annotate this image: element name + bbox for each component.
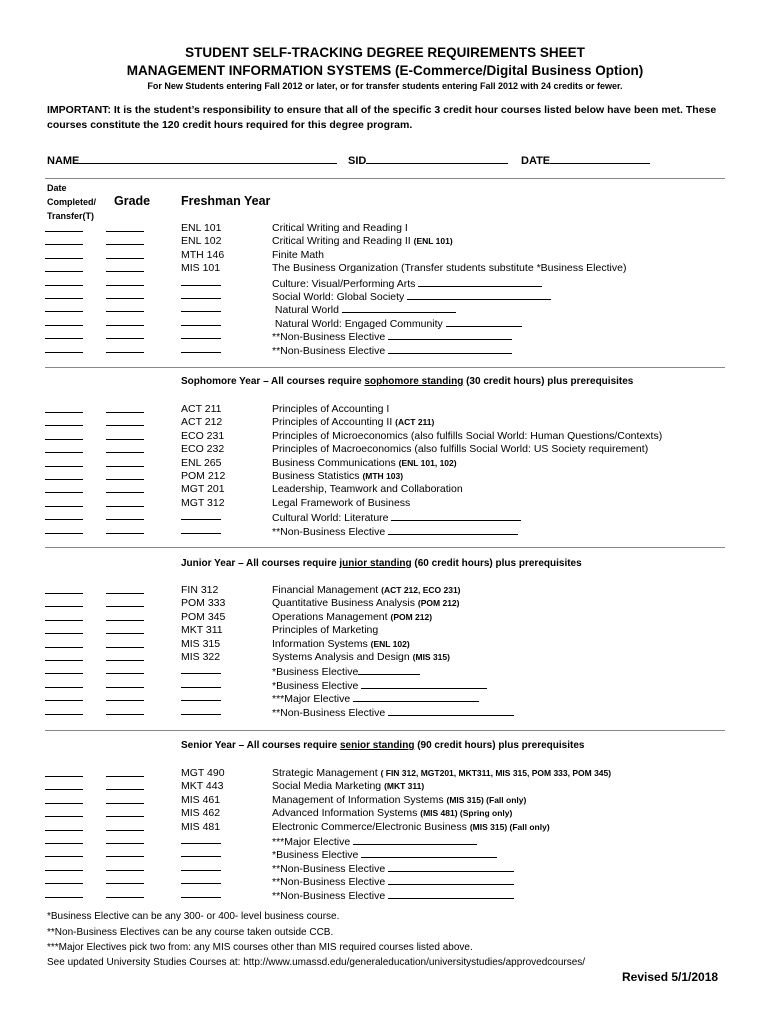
grade-blank[interactable] [106, 776, 144, 777]
date-completed-blank[interactable] [45, 311, 83, 312]
elective-name-blank[interactable] [388, 329, 512, 340]
course-description: **Non-Business Elective [272, 861, 514, 875]
date-completed-blank[interactable] [45, 789, 83, 790]
date-completed-blank[interactable] [45, 870, 83, 871]
course-description: **Non-Business Elective [272, 888, 514, 902]
course-description: Finite Math [272, 248, 324, 261]
date-completed-blank[interactable] [45, 673, 83, 674]
course-row [0, 638, 770, 651]
course-code: MIS 462 [181, 807, 221, 820]
date-label: DATE [521, 155, 551, 167]
course-row [0, 249, 770, 262]
date-completed-blank[interactable] [45, 700, 83, 701]
grade-blank[interactable] [106, 856, 144, 857]
grade-blank[interactable] [106, 700, 144, 701]
grade-blank[interactable] [106, 285, 144, 286]
sid-label: SID [348, 155, 367, 167]
course-code: ACT 212 [181, 416, 223, 429]
course-description: Principles of Macroeconomics (also fulfills Social World: US Society requirement) [272, 443, 649, 456]
divider [45, 547, 725, 548]
date-completed-blank[interactable] [45, 352, 83, 353]
junior-year-heading: Junior Year – All courses require junior standing (60 credit hours) plus prerequisites [181, 558, 582, 569]
course-code: MKT 443 [181, 780, 224, 793]
grade-blank[interactable] [106, 816, 144, 817]
course-description: Principles of Accounting I [272, 403, 390, 415]
course-row [0, 262, 770, 275]
course-row [0, 316, 770, 329]
course-code: FIN 312 [181, 584, 219, 596]
course-code-blank[interactable] [181, 870, 221, 871]
course-code-blank[interactable] [181, 298, 221, 299]
date-completed-blank[interactable] [45, 519, 83, 520]
course-description: Advanced Information Systems (MIS 481) (Spring only) [272, 807, 513, 820]
date-completed-blank[interactable] [45, 843, 83, 844]
course-description: ***Major Elective [272, 834, 477, 848]
course-code: MIS 101 [181, 262, 221, 275]
course-row [0, 470, 770, 483]
divider [45, 178, 725, 179]
freshman-year-heading: Freshman Year [181, 194, 271, 208]
date-completed-blank[interactable] [45, 830, 83, 831]
prerequisite: (POM 212) [390, 611, 433, 622]
course-code-blank[interactable] [181, 519, 221, 520]
elective-name-blank[interactable] [388, 343, 512, 354]
grade-blank[interactable] [106, 466, 144, 467]
course-row [0, 847, 770, 860]
grade-blank[interactable] [106, 479, 144, 480]
elective-name-blank[interactable] [358, 664, 420, 675]
prerequisite: (MKT 311) [384, 781, 425, 792]
prerequisite: (POM 212) [417, 598, 460, 609]
elective-name-blank[interactable] [446, 316, 522, 327]
course-row [0, 416, 770, 429]
course-row [0, 888, 770, 901]
course-code-blank[interactable] [181, 352, 221, 353]
grade-blank[interactable] [106, 533, 144, 534]
course-row [0, 403, 770, 416]
course-code: ENL 265 [181, 456, 222, 469]
grade-blank[interactable] [106, 870, 144, 871]
date-field[interactable] [521, 151, 650, 167]
grade-blank[interactable] [106, 492, 144, 493]
course-description: ***Major Elective [272, 691, 479, 705]
course-row [0, 611, 770, 624]
course-row [0, 834, 770, 847]
date-completed-blank[interactable] [45, 533, 83, 534]
course-row [0, 343, 770, 356]
date-completed-blank[interactable] [45, 271, 83, 272]
grade-blank[interactable] [106, 271, 144, 272]
grade-blank[interactable] [106, 687, 144, 688]
course-description: Business Communications (ENL 101, 102) [272, 456, 457, 469]
course-code-blank[interactable] [181, 338, 221, 339]
course-row [0, 678, 770, 691]
course-description: The Business Organization (Transfer students substitute *Business Elective) [272, 262, 627, 275]
elective-name-blank[interactable] [353, 834, 477, 845]
course-code: ENL 101 [181, 222, 222, 234]
date-completed-blank[interactable] [45, 506, 83, 507]
course-code: ACT 211 [181, 403, 222, 415]
course-row [0, 235, 770, 248]
prerequisite: (MIS 315) (Fall only) [446, 794, 527, 805]
date-completed-blank[interactable] [45, 466, 83, 467]
date-completed-blank[interactable] [45, 776, 83, 777]
date-completed-blank[interactable] [45, 620, 83, 621]
date-completed-blank[interactable] [45, 479, 83, 480]
course-code: MGT 490 [181, 767, 225, 779]
course-description: **Non-Business Elective [272, 524, 518, 538]
date-completed-blank[interactable] [45, 687, 83, 688]
sid-input-line[interactable] [366, 151, 508, 164]
grade-blank[interactable] [106, 803, 144, 804]
grade-blank[interactable] [106, 425, 144, 426]
date-completed-blank[interactable] [45, 338, 83, 339]
course-row [0, 767, 770, 780]
course-code-blank[interactable] [181, 533, 221, 534]
course-code: MTH 146 [181, 248, 225, 261]
grade-column-header: Grade [114, 194, 151, 208]
date-completed-blank[interactable] [45, 231, 83, 232]
grade-blank[interactable] [106, 412, 144, 413]
footnote-business-elective: *Business Elective can be any 300- or 400- level business course. [47, 911, 340, 922]
date-completed-blank[interactable] [45, 593, 83, 594]
course-code-blank[interactable] [181, 714, 221, 715]
course-code: MIS 481 [181, 820, 221, 833]
course-description: Information Systems (ENL 102) [272, 637, 410, 650]
grade-blank[interactable] [106, 506, 144, 507]
course-row [0, 276, 770, 289]
course-code: MGT 201 [181, 483, 225, 496]
course-code-blank[interactable] [181, 285, 221, 286]
course-code: MIS 461 [181, 793, 221, 806]
course-description: Financial Management (ACT 212, ECO 231) [272, 584, 461, 596]
course-row [0, 289, 770, 302]
course-code-blank[interactable] [181, 687, 221, 688]
date-completed-blank[interactable] [45, 883, 83, 884]
date-completed-blank[interactable] [45, 856, 83, 857]
course-description: Strategic Management ( FIN 312, MGT201, MKT311, MIS 315, POM 333, POM 345) [272, 767, 612, 779]
course-code: MIS 315 [181, 637, 221, 650]
date-completed-blank[interactable] [45, 606, 83, 607]
revised-date: Revised 5/1/2018 [622, 970, 719, 984]
elective-name-blank[interactable] [388, 874, 514, 885]
grade-blank[interactable] [106, 298, 144, 299]
course-code: MGT 312 [181, 496, 225, 509]
grade-blank[interactable] [106, 606, 144, 607]
course-description: Social World: Global Society [272, 289, 551, 303]
course-row [0, 497, 770, 510]
course-description: *Business Elective [272, 847, 497, 861]
grade-blank[interactable] [106, 897, 144, 898]
course-code-blank[interactable] [181, 311, 221, 312]
course-row [0, 302, 770, 315]
course-description: *Business Elective [272, 664, 420, 678]
elective-name-blank[interactable] [353, 691, 479, 702]
elective-name-blank[interactable] [388, 888, 514, 899]
course-code: MKT 311 [181, 624, 223, 637]
program-title: MANAGEMENT INFORMATION SYSTEMS (E-Commerce/Digital Business Option) [126, 63, 644, 78]
prerequisite: (ACT 212, ECO 231) [381, 585, 461, 595]
course-code: POM 333 [181, 597, 226, 610]
course-code-blank[interactable] [181, 843, 221, 844]
date-completed-blank[interactable] [45, 439, 83, 440]
prerequisite: (ACT 211) [395, 417, 435, 428]
divider [45, 730, 725, 731]
course-row [0, 483, 770, 496]
sophomore-year-heading: Sophomore Year – All courses require sophomore standing (30 credit hours) plus prerequisites [181, 376, 634, 387]
prerequisite: (ENL 101, 102) [398, 457, 457, 468]
grade-blank[interactable] [106, 673, 144, 674]
date-completed-blank[interactable] [45, 714, 83, 715]
date-completed-blank[interactable] [45, 425, 83, 426]
grade-blank[interactable] [106, 452, 144, 453]
date-completed-blank[interactable] [45, 244, 83, 245]
prerequisite: (ENL 101) [413, 236, 453, 247]
course-code: POM 212 [181, 470, 226, 482]
date-input-line[interactable] [550, 151, 650, 164]
footnote-major-elective: ***Major Electives pick two from: any MIS courses other than MIS required courses listed above. [47, 942, 473, 953]
elective-name-blank[interactable] [361, 847, 497, 858]
grade-blank[interactable] [106, 789, 144, 790]
grade-blank[interactable] [106, 647, 144, 648]
elective-name-blank[interactable] [388, 705, 514, 716]
date-completed-blank[interactable] [45, 816, 83, 817]
course-row [0, 443, 770, 456]
course-description: Leadership, Teamwork and Collaboration [272, 483, 463, 496]
course-code: ECO 231 [181, 429, 225, 442]
elective-name-blank[interactable] [407, 289, 551, 300]
date-completed-blank[interactable] [45, 285, 83, 286]
course-description: Critical Writing and Reading II (ENL 101) [272, 235, 453, 248]
course-row [0, 821, 770, 834]
date-completed-blank[interactable] [45, 647, 83, 648]
course-row [0, 664, 770, 677]
prerequisite: (ENL 102) [370, 638, 410, 649]
senior-year-heading: Senior Year – All courses require senior standing (90 credit hours) plus prerequisites [181, 740, 585, 751]
elective-name-blank[interactable] [388, 524, 518, 535]
name-field[interactable] [47, 151, 337, 167]
divider [45, 367, 725, 368]
course-description: Principles of Microeconomics (also fulfills Social World: Human Questions/Contexts) [272, 429, 663, 442]
course-description: **Non-Business Elective [272, 874, 514, 888]
course-row [0, 807, 770, 820]
grade-blank[interactable] [106, 830, 144, 831]
date-completed-blank[interactable] [45, 492, 83, 493]
grade-blank[interactable] [106, 311, 144, 312]
course-description: **Non-Business Elective [272, 343, 512, 357]
grade-blank[interactable] [106, 325, 144, 326]
date-completed-blank[interactable] [45, 258, 83, 259]
course-description: Electronic Commerce/Electronic Business (MIS 315) (Fall only) [272, 820, 550, 833]
prerequisite: (MIS 315) [412, 652, 450, 662]
course-row [0, 705, 770, 718]
grade-blank[interactable] [106, 843, 144, 844]
date-completed-blank[interactable] [45, 412, 83, 413]
course-description: Natural World [272, 302, 456, 316]
date-completed-blank[interactable] [45, 660, 83, 661]
elective-name-blank[interactable] [388, 861, 514, 872]
date-completed-blank[interactable] [45, 325, 83, 326]
prerequisite: ( FIN 312, MGT201, MKT311, MIS 315, POM 333, POM 345) [380, 768, 612, 778]
course-code: POM 345 [181, 610, 226, 623]
grade-blank[interactable] [106, 258, 144, 259]
course-row [0, 584, 770, 597]
date-completed-blank[interactable] [45, 803, 83, 804]
course-row [0, 780, 770, 793]
course-code-blank[interactable] [181, 883, 221, 884]
course-row [0, 861, 770, 874]
course-row [0, 874, 770, 887]
footnote-university-studies: See updated University Studies Courses at: http://www.umassd.edu/generaleducation/universitystudies/approvedcourses/ [47, 957, 586, 968]
course-row [0, 510, 770, 523]
grade-blank[interactable] [106, 231, 144, 232]
name-label: NAME [47, 155, 80, 167]
elective-name-blank[interactable] [361, 678, 487, 689]
prerequisite: (MIS 315) (Fall only) [469, 821, 550, 832]
grade-blank[interactable] [106, 620, 144, 621]
elective-name-blank[interactable] [418, 276, 542, 287]
page-title: STUDENT SELF-TRACKING DEGREE REQUIREMENTS SHEET [185, 45, 585, 60]
course-row [0, 524, 770, 537]
course-description: Systems Analysis and Design (MIS 315) [272, 651, 450, 663]
course-description: **Non-Business Elective [272, 705, 514, 719]
course-description: Principles of Accounting II (ACT 211) [272, 416, 435, 429]
course-description: Operations Management (POM 212) [272, 610, 433, 623]
date-completed-blank[interactable] [45, 897, 83, 898]
elective-name-blank[interactable] [342, 302, 456, 313]
course-code-blank[interactable] [181, 897, 221, 898]
course-row [0, 691, 770, 704]
course-description: Legal Framework of Business [272, 496, 411, 509]
grade-blank[interactable] [106, 352, 144, 353]
course-row [0, 457, 770, 470]
course-row [0, 794, 770, 807]
grade-blank[interactable] [106, 593, 144, 594]
sid-field[interactable] [348, 151, 508, 167]
grade-blank[interactable] [106, 338, 144, 339]
course-description: **Non-Business Elective [272, 329, 512, 343]
grade-blank[interactable] [106, 519, 144, 520]
grade-blank[interactable] [106, 244, 144, 245]
grade-blank[interactable] [106, 633, 144, 634]
course-description: Management of Information Systems (MIS 315) (Fall only) [272, 793, 527, 806]
prerequisite: (MTH 103) [362, 471, 404, 481]
course-row [0, 597, 770, 610]
date-completed-blank[interactable] [45, 633, 83, 634]
course-row [0, 651, 770, 664]
course-description: *Business Elective [272, 678, 487, 692]
course-row [0, 222, 770, 235]
grade-blank[interactable] [106, 660, 144, 661]
date-completed-blank[interactable] [45, 298, 83, 299]
course-row [0, 624, 770, 637]
eligibility-note: For New Students entering Fall 2012 or later, or for transfer students entering Fall 2012 with 24 credits or fewer. [147, 81, 623, 91]
footnote-non-business-elective: **Non-Business Electives can be any course taken outside CCB. [47, 927, 334, 938]
course-description: Cultural World: Literature [272, 510, 521, 524]
course-code-blank[interactable] [181, 856, 221, 857]
course-code: ECO 232 [181, 443, 225, 456]
important-notice: IMPORTANT: It is the student’s responsibility to ensure that all of the specific 3 credit hour courses listed below have been met. These courses constitute the 120 credit hours required for this degree program. [47, 104, 717, 131]
course-description: Business Statistics (MTH 103) [272, 470, 404, 482]
elective-name-blank[interactable] [391, 510, 521, 521]
course-description: Principles of Marketing [272, 624, 379, 637]
prerequisite: (MIS 481) (Spring only) [420, 808, 513, 819]
course-code: MIS 322 [181, 651, 221, 663]
course-code-blank[interactable] [181, 700, 221, 701]
course-code-blank[interactable] [181, 673, 221, 674]
grade-blank[interactable] [106, 714, 144, 715]
course-row [0, 329, 770, 342]
date-completed-blank[interactable] [45, 452, 83, 453]
course-description: Social Media Marketing (MKT 311) [272, 780, 425, 793]
course-code-blank[interactable] [181, 325, 221, 326]
name-input-line[interactable] [79, 151, 337, 164]
course-description: Critical Writing and Reading I [272, 222, 408, 234]
course-description: Natural World: Engaged Community [272, 316, 522, 330]
course-description: Culture: Visual/Performing Arts [272, 276, 542, 290]
date-column-header: Date Completed/ Transfer(T) [47, 183, 97, 221]
course-description: Quantitative Business Analysis (POM 212) [272, 597, 460, 610]
course-code: ENL 102 [181, 235, 222, 248]
course-row [0, 430, 770, 443]
grade-blank[interactable] [106, 439, 144, 440]
grade-blank[interactable] [106, 883, 144, 884]
